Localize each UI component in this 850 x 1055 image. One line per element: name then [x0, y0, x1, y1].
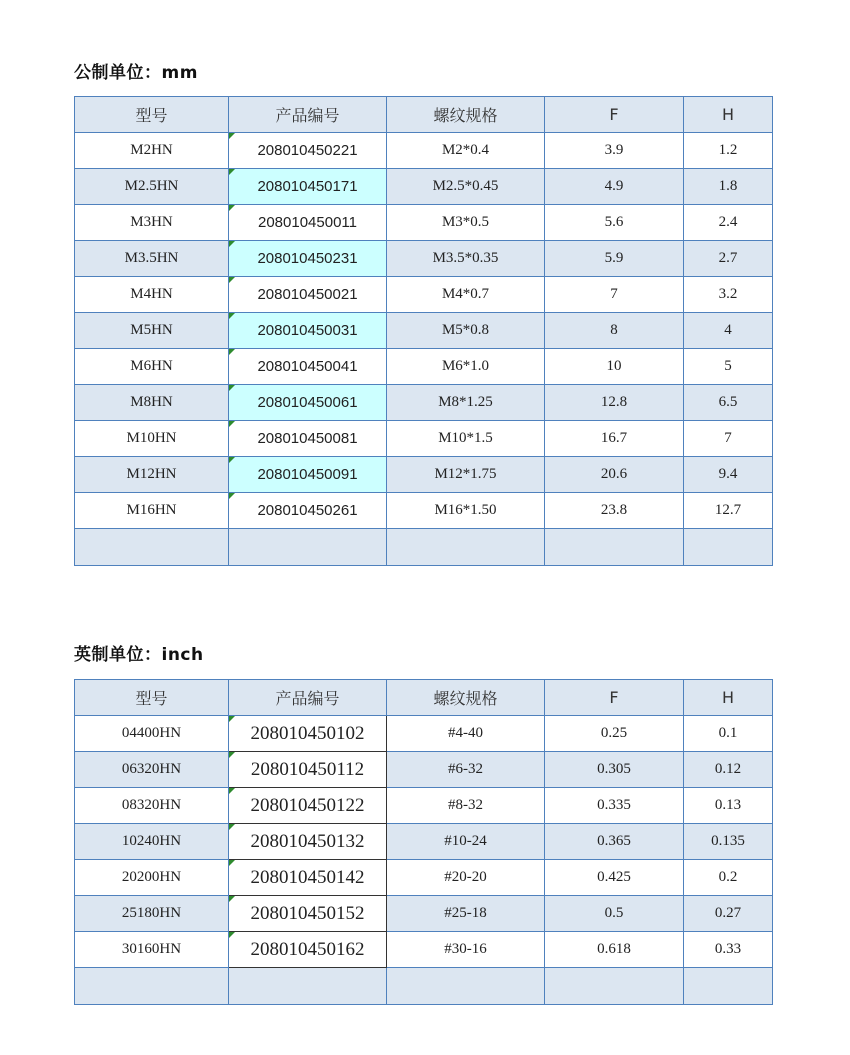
cell-f[interactable]: 16.7 — [545, 421, 684, 457]
metric-section-title: 公制单位：mm — [74, 63, 198, 83]
cell-thread-spec[interactable]: M12*1.75 — [387, 457, 545, 493]
empty-row — [75, 529, 773, 566]
cell-f[interactable]: 7 — [545, 277, 684, 313]
cell-h[interactable]: 6.5 — [684, 385, 773, 421]
cell-model[interactable]: 04400HN — [75, 716, 229, 752]
cell-h[interactable]: 12.7 — [684, 493, 773, 529]
table-row — [75, 752, 773, 788]
empty-cell[interactable] — [684, 968, 773, 1005]
cell-model[interactable]: M4HN — [75, 277, 229, 313]
cell-f[interactable]: 23.8 — [545, 493, 684, 529]
cell-thread-spec[interactable]: #4-40 — [387, 716, 545, 752]
cell-model[interactable]: M2.5HN — [75, 169, 229, 205]
cell-indicator-icon — [229, 385, 235, 391]
empty-cell[interactable] — [545, 529, 684, 566]
table-row — [75, 205, 773, 241]
cell-indicator-icon — [229, 457, 235, 463]
cell-thread-spec[interactable]: M10*1.5 — [387, 421, 545, 457]
header-f: F — [545, 97, 684, 133]
cell-product-code[interactable]: 208010450081 — [229, 421, 387, 457]
cell-indicator-icon — [229, 716, 235, 722]
cell-model[interactable]: M16HN — [75, 493, 229, 529]
table-row — [75, 277, 773, 313]
cell-h[interactable]: 7 — [684, 421, 773, 457]
table-row — [75, 932, 773, 968]
table-row — [75, 716, 773, 752]
cell-h[interactable]: 0.33 — [684, 932, 773, 968]
table-row — [75, 860, 773, 896]
table-row — [75, 169, 773, 205]
cell-thread-spec[interactable]: #20-20 — [387, 860, 545, 896]
cell-model[interactable]: M8HN — [75, 385, 229, 421]
cell-f[interactable]: 5.6 — [545, 205, 684, 241]
cell-h[interactable]: 2.4 — [684, 205, 773, 241]
cell-f[interactable]: 0.425 — [545, 860, 684, 896]
cell-h[interactable]: 3.2 — [684, 277, 773, 313]
imperial-section-title: 英制单位：inch — [74, 645, 204, 665]
cell-thread-spec[interactable]: M8*1.25 — [387, 385, 545, 421]
cell-f[interactable]: 0.335 — [545, 788, 684, 824]
cell-product-code[interactable]: 208010450061 — [229, 385, 387, 421]
cell-indicator-icon — [229, 169, 235, 175]
cell-product-code[interactable]: 208010450041 — [229, 349, 387, 385]
cell-f[interactable]: 0.365 — [545, 824, 684, 860]
cell-h[interactable]: 0.13 — [684, 788, 773, 824]
cell-model[interactable]: M5HN — [75, 313, 229, 349]
table-row — [75, 896, 773, 932]
cell-product-code[interactable]: 208010450171 — [229, 169, 387, 205]
cell-thread-spec[interactable]: M3*0.5 — [387, 205, 545, 241]
header-thread-spec: 螺纹规格 — [387, 97, 545, 133]
cell-f[interactable]: 3.9 — [545, 133, 684, 169]
cell-thread-spec[interactable]: #25-18 — [387, 896, 545, 932]
cell-f[interactable]: 5.9 — [545, 241, 684, 277]
cell-indicator-icon — [229, 133, 235, 139]
table-row — [75, 493, 773, 529]
cell-f[interactable]: 0.305 — [545, 752, 684, 788]
table-row — [75, 824, 773, 860]
cell-h[interactable]: 2.7 — [684, 241, 773, 277]
cell-product-code[interactable]: 208010450152 — [229, 896, 387, 932]
cell-h[interactable]: 0.135 — [684, 824, 773, 860]
cell-model[interactable]: M6HN — [75, 349, 229, 385]
imperial-header-row — [75, 680, 773, 716]
cell-h[interactable]: 5 — [684, 349, 773, 385]
cell-product-code[interactable]: 208010450112 — [229, 752, 387, 788]
cell-f[interactable]: 12.8 — [545, 385, 684, 421]
cell-model[interactable]: M10HN — [75, 421, 229, 457]
header-h: H — [684, 680, 773, 716]
cell-indicator-icon — [229, 277, 235, 283]
cell-h[interactable]: 0.2 — [684, 860, 773, 896]
metric-spec-table — [74, 96, 773, 566]
cell-model[interactable]: M2HN — [75, 133, 229, 169]
cell-thread-spec[interactable]: M4*0.7 — [387, 277, 545, 313]
empty-cell[interactable] — [75, 529, 229, 566]
cell-product-code[interactable]: 208010450142 — [229, 860, 387, 896]
cell-thread-spec[interactable]: M2*0.4 — [387, 133, 545, 169]
table-row — [75, 788, 773, 824]
cell-f[interactable]: 4.9 — [545, 169, 684, 205]
cell-model[interactable]: 30160HN — [75, 932, 229, 968]
cell-thread-spec[interactable]: M3.5*0.35 — [387, 241, 545, 277]
cell-indicator-icon — [229, 241, 235, 247]
cell-indicator-icon — [229, 313, 235, 319]
cell-h[interactable]: 0.12 — [684, 752, 773, 788]
cell-f[interactable]: 0.25 — [545, 716, 684, 752]
cell-product-code[interactable]: 208010450021 — [229, 277, 387, 313]
header-model: 型号 — [75, 680, 229, 716]
empty-row — [75, 968, 773, 1005]
cell-f[interactable]: 8 — [545, 313, 684, 349]
cell-product-code[interactable]: 208010450231 — [229, 241, 387, 277]
imperial-spec-table — [74, 679, 773, 1005]
header-h: H — [684, 97, 773, 133]
cell-indicator-icon — [229, 205, 235, 211]
cell-indicator-icon — [229, 788, 235, 794]
cell-model[interactable]: M3.5HN — [75, 241, 229, 277]
cell-indicator-icon — [229, 860, 235, 866]
empty-cell[interactable] — [387, 529, 545, 566]
cell-thread-spec[interactable]: M16*1.50 — [387, 493, 545, 529]
empty-cell[interactable] — [545, 968, 684, 1005]
cell-h[interactable]: 0.1 — [684, 716, 773, 752]
cell-indicator-icon — [229, 493, 235, 499]
header-f: F — [545, 680, 684, 716]
header-product-code: 产品编号 — [229, 97, 387, 133]
cell-indicator-icon — [229, 824, 235, 830]
cell-thread-spec[interactable]: M2.5*0.45 — [387, 169, 545, 205]
cell-product-code[interactable]: 208010450261 — [229, 493, 387, 529]
cell-indicator-icon — [229, 349, 235, 355]
cell-f[interactable]: 0.5 — [545, 896, 684, 932]
cell-model[interactable]: 25180HN — [75, 896, 229, 932]
cell-product-code[interactable]: 208010450031 — [229, 313, 387, 349]
cell-model[interactable]: 10240HN — [75, 824, 229, 860]
metric-header-row — [75, 97, 773, 133]
cell-thread-spec[interactable]: #6-32 — [387, 752, 545, 788]
cell-h[interactable]: 0.27 — [684, 896, 773, 932]
cell-thread-spec[interactable]: #10-24 — [387, 824, 545, 860]
header-thread-spec: 螺纹规格 — [387, 680, 545, 716]
cell-indicator-icon — [229, 421, 235, 427]
table-row — [75, 313, 773, 349]
table-row — [75, 421, 773, 457]
cell-thread-spec[interactable]: M5*0.8 — [387, 313, 545, 349]
cell-h[interactable]: 9.4 — [684, 457, 773, 493]
cell-h[interactable]: 1.2 — [684, 133, 773, 169]
cell-thread-spec[interactable]: M6*1.0 — [387, 349, 545, 385]
table-row — [75, 241, 773, 277]
empty-cell[interactable] — [684, 529, 773, 566]
header-model: 型号 — [75, 97, 229, 133]
empty-cell[interactable] — [229, 529, 387, 566]
cell-model[interactable]: 08320HN — [75, 788, 229, 824]
cell-product-code[interactable]: 208010450091 — [229, 457, 387, 493]
cell-product-code[interactable]: 208010450132 — [229, 824, 387, 860]
cell-h[interactable]: 4 — [684, 313, 773, 349]
cell-f[interactable]: 0.618 — [545, 932, 684, 968]
cell-model[interactable]: 20200HN — [75, 860, 229, 896]
empty-cell[interactable] — [229, 968, 387, 1005]
empty-cell[interactable] — [387, 968, 545, 1005]
cell-model[interactable]: M3HN — [75, 205, 229, 241]
cell-model[interactable]: M12HN — [75, 457, 229, 493]
table-row — [75, 385, 773, 421]
cell-indicator-icon — [229, 932, 235, 938]
cell-indicator-icon — [229, 896, 235, 902]
cell-thread-spec[interactable]: #30-16 — [387, 932, 545, 968]
cell-product-code[interactable]: 208010450162 — [229, 932, 387, 968]
cell-product-code[interactable]: 208010450011 — [229, 205, 387, 241]
cell-product-code[interactable]: 208010450221 — [229, 133, 387, 169]
table-row — [75, 349, 773, 385]
cell-model[interactable]: 06320HN — [75, 752, 229, 788]
cell-indicator-icon — [229, 752, 235, 758]
empty-cell[interactable] — [75, 968, 229, 1005]
cell-h[interactable]: 1.8 — [684, 169, 773, 205]
cell-f[interactable]: 20.6 — [545, 457, 684, 493]
cell-product-code[interactable]: 208010450122 — [229, 788, 387, 824]
table-row — [75, 133, 773, 169]
header-product-code: 产品编号 — [229, 680, 387, 716]
cell-f[interactable]: 10 — [545, 349, 684, 385]
cell-product-code[interactable]: 208010450102 — [229, 716, 387, 752]
table-row — [75, 457, 773, 493]
cell-thread-spec[interactable]: #8-32 — [387, 788, 545, 824]
